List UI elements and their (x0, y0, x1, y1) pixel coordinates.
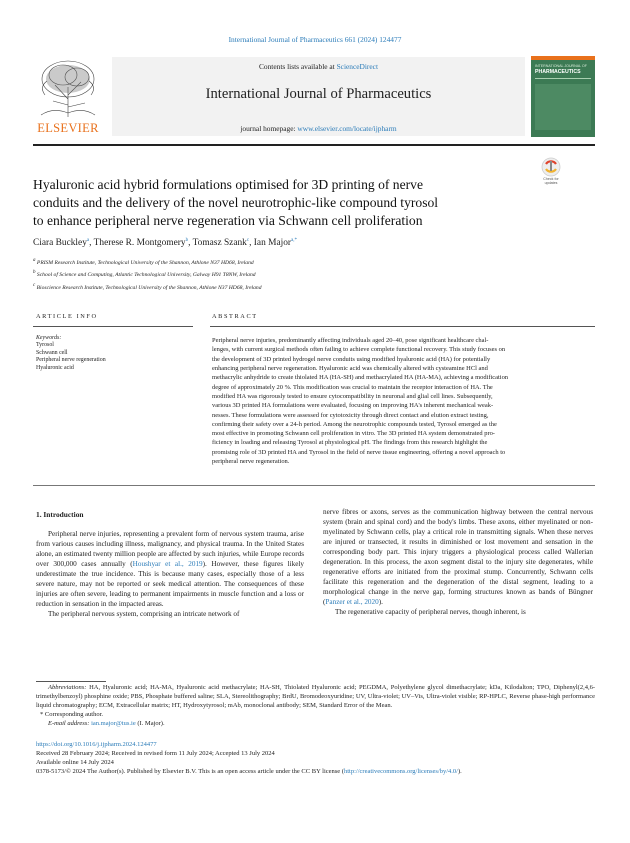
article-title (33, 176, 533, 229)
author-name[interactable]: Ian Major (253, 238, 292, 249)
intro-left-column (36, 530, 304, 620)
header-rule (33, 144, 595, 146)
keyword: Tyrosol (36, 342, 54, 349)
abstract-line: degree of approximately 20 %. This modification was crucial to maintain the receptor interaction of HA. The (212, 383, 493, 391)
affiliation: $^c$ Bioscience Research Institute, Technological University of the Shannon, Athlone N37 HD68, Ireland (33, 282, 262, 291)
check-updates-icon (541, 157, 561, 177)
license-link[interactable]: http://creativecommons.org/licenses/by/4.0/ (343, 767, 458, 775)
keyword: Peripheral nerve regeneration (36, 357, 106, 364)
abstract-line: promising role of 3D printed HA and Tyrosol in the field of nerve tissue engineering, offering a novel approach to (212, 448, 506, 456)
journal-citation[interactable]: International Journal of Pharmaceutics 661 (2024) 124477 (228, 35, 402, 44)
abstract-line: ficiency in loading and releasing Tyrosol at physiological pH. The findings from this research highlight the (212, 439, 488, 447)
email-line: E-mail address: ian.major@tus.ie (I. Major). (48, 719, 165, 727)
abstract-bottom-rule (33, 485, 595, 486)
email-link[interactable]: ian.major@tus.ie (91, 719, 136, 727)
abstract-line: various 3D printed HA formulations were evaluated, focusing on improving HA's inherent mechanical weak- (212, 402, 494, 410)
intro-paragraph: The regenerative capacity of peripheral nerves, though inherent, is (335, 607, 526, 616)
abstract-rule (210, 326, 595, 327)
author-sup[interactable]: a,* (291, 238, 298, 243)
sciencedirect-link[interactable]: ScienceDirect (336, 62, 379, 71)
cover-title-2: PHARMACEUTICS (535, 69, 581, 75)
author-sup[interactable]: a (86, 238, 90, 243)
footnotes (36, 684, 595, 729)
author-list: Ciara Buckley$^a$, Therese R. Montgomery$^b$, Tomasz Szank$^c$, Ian Major$^{a,*}$ (33, 238, 298, 249)
check-updates-label-2: updates (544, 181, 558, 185)
title-line: to enhance peripheral nerve regeneration via Schwann cell proliferation (33, 212, 423, 228)
abstract-line: lenges, with current surgical methods often failing to achieve complete functional recovery. This study focuses on (212, 346, 506, 354)
article-info-rule (33, 326, 193, 327)
citation-link[interactable]: Houshyar et al., 2019 (132, 559, 203, 568)
homepage-link[interactable]: www.elsevier.com/locate/ijpharm (297, 124, 397, 133)
affiliations (33, 256, 262, 293)
abstract-line: confirming their safety over a 24-h period. Among the neurotrophic compounds tested, Tyrosol emerged as the (212, 420, 497, 428)
article-info-heading: ARTICLE INFO (36, 313, 98, 320)
keywords (36, 335, 106, 372)
abstract-line: enhancing peripheral nerve regeneration. Hyaluronic acid was chemically altered with cysteamine HCl and (212, 364, 488, 372)
abbreviations: Abbreviations: HA, Hyaluronic acid; HA-MA, Hyaluronic acid methacrylate; HA-SH, Thiolated Hyaluronic acid; PEGDMA, Polyethylene glycol dimethacrylate; kDa, Kilodalton; TPO, Diphenyl(2,4,6-trimethylbenzoyl) phosphine oxide; PBS, Phosphate buffered saline; SLA, Stereolithography; BrdU, Bromodeoxyuridine; UV, Ultra-violet; UV–Vis, Ultra-violet visible; RP-HPLC, Reverse phase-high performance liquid chromatography; ECM, Extracellular matrix; HT, Hydroxytyrosol; mAb, monoclonal antibody; SEM, Standard Error of the Mean. (36, 684, 595, 709)
keyword: Schwann cell (36, 349, 68, 356)
journal-name: International Journal of Pharmaceutics (205, 86, 432, 102)
intro-paragraph: The peripheral nervous system, comprising an intricate network of (48, 609, 240, 618)
corresponding-author: * Corresponding author. (40, 710, 104, 718)
publisher-name: ELSEVIER (37, 121, 99, 135)
abstract-heading: ABSTRACT (212, 313, 258, 320)
available-online: Available online 14 July 2024 (36, 758, 114, 766)
keywords-label: Keywords: (36, 335, 62, 341)
author-name[interactable]: Ciara Buckley (33, 238, 87, 249)
abstract-line: Peripheral nerve injuries, predominantly affecting individuals aged 20–40, pose significant healthcare chal- (212, 337, 489, 344)
homepage-line: journal homepage: www.elsevier.com/locate/ijpharm (240, 124, 397, 133)
title-line: conduits and the delivery of the novel neurotrophic-like compound tyrosol (33, 194, 439, 210)
doi-link[interactable]: https://doi.org/10.1016/j.ijpharm.2024.124477 (36, 741, 157, 748)
abstract-line: methacrylic anhydride to create thiolated HA (HA-SH) and methacrylated HA (HA-MA), achieving a modification (212, 374, 509, 382)
keyword: Hyaluronic acid (36, 364, 74, 371)
abstract-line: most effective in promoting Schwann cell proliferation in vitro. The 3D printed HA system demonstrated pro- (212, 430, 495, 438)
received-dates: Received 28 February 2024; Received in revised form 11 July 2024; Accepted 13 July 2024 (36, 749, 275, 757)
cover-title-1: INTERNATIONAL JOURNAL OF (535, 64, 587, 68)
introduction-heading: 1. Introduction (36, 510, 84, 519)
journal-cover[interactable] (531, 56, 595, 137)
affiliation: $^a$ PRISM Research Institute, Technological University of the Shannon, Athlone N37 HD68, Ireland (33, 258, 254, 266)
article-footer (36, 741, 595, 777)
abstract-line: peripheral nerve regeneration. (212, 458, 290, 466)
footnote-rule (36, 681, 106, 682)
intro-right-column (323, 508, 593, 617)
contents-line: Contents lists available at ScienceDirect (258, 62, 379, 71)
intro-paragraph: nerve fibres or axons, serves as the communication highway between the central nervous system (brain and spinal cord) and the body's limbs. These axons, either myelinated or non-myelinated by Schwann cells, play a critical role in transmitting signals. When these nerves are injured or transected, it results in diminished or lost movement and sensation in the corresponding body part. This injury triggers a physiological process called Wallerian degeneration. In this process, the axon segment distal to the injury site degenerates, while regenerative efforts are initiated from the proximal stump. Concurrently, Schwann cells facilitate this regeneration and the degeneration of the distal segment, leading to a morphological change in the nerve gap, forming structures known as bands of Büngner (Panzer et al., 2020). (323, 508, 593, 606)
check-for-updates-badge[interactable] (536, 157, 566, 187)
author-sup[interactable]: c (246, 238, 250, 243)
author-name[interactable]: Tomasz Szank (192, 238, 247, 249)
license-line: 0378-5173/© 2024 The Author(s). Published by Elsevier B.V. This is an open access article under the CC BY license (http://creativecommons.org/licenses/by/4.0/). (36, 767, 462, 775)
citation-link[interactable]: Panzer et al., 2020 (325, 597, 379, 606)
check-updates-label-1: Check for (543, 177, 559, 181)
author-sup[interactable]: b (185, 238, 189, 243)
abstract-body (212, 336, 595, 466)
affiliation: $^b$ School of Science and Computing, Atlantic Technological University, Galway H91 T8NW, Ireland (33, 270, 256, 279)
abstract-line: nesses. These formulations were assessed for cytotoxicity through direct contact and elution extract testing, (212, 411, 489, 419)
author-name[interactable]: Therese R. Montgomery (93, 238, 186, 249)
intro-paragraph: Peripheral nerve injuries, representing a prevalent form of nervous system trauma, arise from various causes including illness, malignancy, and physical trauma. In the United States alone, an estimated twenty million people are affected by such injuries, while Europe records over 300,000 cases annually (Houshyar et al., 2019). However, these figures likely underestimate the true incidence. This is because many cases, especially those of a less severe nature, may not be reported or seek medical attention. The consequences of these injuries are often severe, leading to permanent impairments in muscle function and a loss or reduction in sensation in the impacted areas. (36, 530, 304, 608)
title-line: Hyaluronic acid hybrid formulations optimised for 3D printing of nerve (33, 177, 423, 192)
abstract-line: the development of 3D printed hydrogel nerve conduits using modified hyaluronic acid (HA) for potentially (212, 355, 491, 363)
elsevier-tree-icon (33, 55, 103, 121)
elsevier-logo[interactable] (33, 55, 103, 135)
abstract-line: modified HA was rigorously tested to ensure cytocompatibility in neuronal and glial cell lines. Subsequently, (212, 392, 493, 400)
